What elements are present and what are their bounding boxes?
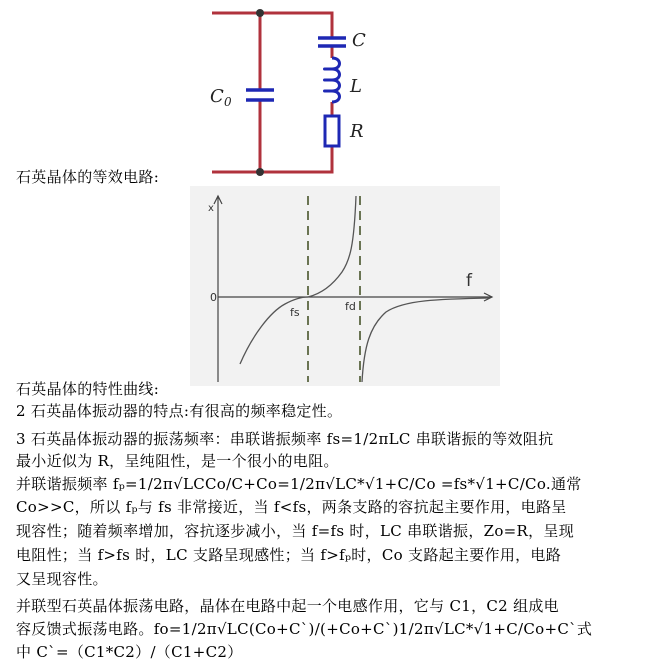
paragraph-line-9: 并联型石英晶体振荡电路，晶体在电路中起一个电感作用，它与 C1，C2 组成电 bbox=[16, 597, 559, 615]
caption-circuit: 石英晶体的等效电路: bbox=[16, 168, 160, 186]
resistor-r bbox=[325, 116, 339, 146]
circuit-wires bbox=[212, 13, 332, 172]
origin-label: 0 bbox=[210, 291, 217, 304]
paragraph-line-2: 3 石英晶体振动器的振荡频率：串联谐振频率 fs=1/2πLC 串联谐振的等效阻抗 bbox=[16, 430, 554, 448]
characteristic-chart bbox=[190, 186, 500, 386]
paragraph-line-8: 又呈现容性。 bbox=[16, 570, 108, 588]
chart-background bbox=[190, 186, 500, 386]
label-c0-subscript: 0 bbox=[224, 95, 232, 109]
label-c0: C bbox=[210, 86, 224, 107]
caption-chart: 石英晶体的特性曲线: bbox=[16, 380, 160, 398]
paragraph-line-7: 电阻性；当 f>fs 时，LC 支路呈现感性；当 f>fₚ时，Co 支路起主要作用，电路 bbox=[16, 546, 562, 564]
label-r: R bbox=[350, 121, 364, 142]
x-axis-label: f bbox=[466, 271, 472, 291]
top-junction-dot bbox=[256, 9, 264, 17]
marker-fd: fd bbox=[345, 300, 356, 313]
paragraph-line-5: Co>>C，所以 fₚ与 fs 非常接近，当 f<fs，两条支路的容抗起主要作用，电路呈 bbox=[16, 498, 567, 516]
paragraph-line-3: 最小近似为 R，呈纯阻性，是一个很小的电阻。 bbox=[16, 452, 339, 470]
label-l: L bbox=[350, 76, 362, 97]
paragraph-line-6: 现容性；随着频率增加，容抗逐步减小，当 f=fs 时，LC 串联谐振，Zo=R，呈现 bbox=[16, 522, 575, 540]
paragraph-line-10: 容反馈式振荡电路。fo=1/2π√LC(Co+C`)/(+Co+C`)1/2π√LC*√1+C/Co+C`式 bbox=[16, 620, 593, 638]
capacitor-c bbox=[318, 38, 346, 46]
paragraph-line-11: 中 C`=（C1*C2）/（C1+C2） bbox=[16, 643, 243, 661]
inductor-l bbox=[325, 58, 340, 102]
y-axis-label: x bbox=[208, 203, 214, 214]
label-c: C bbox=[352, 30, 366, 51]
paragraph-line-4: 并联谐振频率 fₚ=1/2π√LCCo/C+Co=1/2π√LC*√1+C/Co =fs*√1+C/Co.通常 bbox=[16, 475, 582, 493]
bottom-junction-dot bbox=[256, 168, 264, 176]
capacitor-c0 bbox=[246, 90, 274, 100]
marker-fs: fs bbox=[290, 306, 300, 319]
equivalent-circuit-diagram bbox=[190, 0, 370, 182]
paragraph-line-1: 2 石英晶体振动器的特点:有很高的频率稳定性。 bbox=[16, 402, 343, 420]
